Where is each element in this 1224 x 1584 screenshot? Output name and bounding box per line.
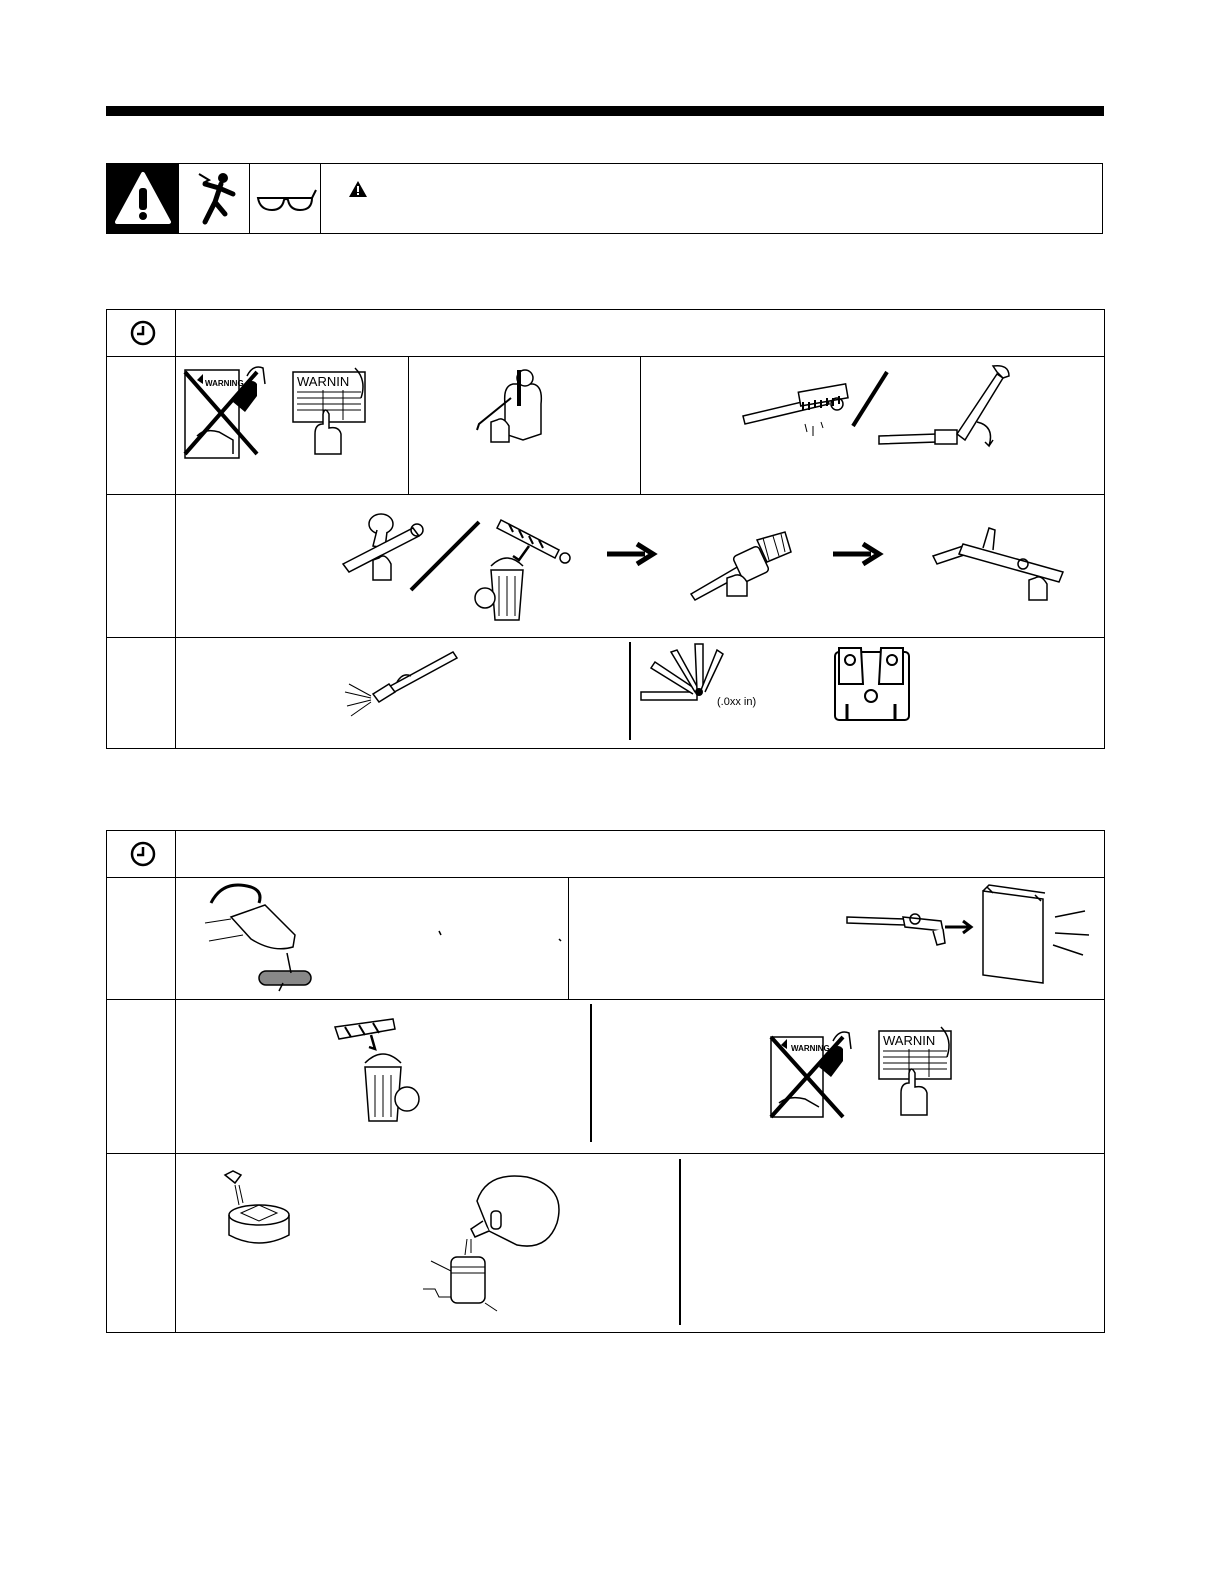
warning-sign-text: WARNING (791, 1044, 830, 1053)
check-torch-nozzle-illustration (687, 522, 797, 617)
clean-hose-illustration (203, 883, 473, 1000)
warning-sign-text: WARNING (205, 379, 244, 388)
feeler-gauge-illustration (637, 644, 767, 739)
maintenance-schedule-2 (106, 830, 1105, 1333)
clock-icon (130, 841, 156, 872)
maintenance-schedule-1 (106, 309, 1105, 749)
refill-cup-illustration (219, 1171, 309, 1266)
warning-triangle-icon (107, 164, 179, 233)
label-sheet-text: WARNIN (297, 374, 350, 389)
blow-out-unit-illustration (845, 883, 1095, 988)
replace-warning-label-illustration (183, 362, 373, 467)
contact-tip-block-illustration (833, 644, 913, 729)
arrow-right-icon (831, 540, 885, 573)
discard-parts-illustration (331, 1005, 431, 1130)
feeler-gauge-text: (.0xx in) (717, 696, 757, 708)
section-top-rule (106, 106, 1104, 116)
clean-tighten-illustration (737, 364, 1027, 469)
replace-warning-label-illustration (767, 1023, 967, 1128)
safety-glasses-icon (250, 164, 321, 233)
warning-banner (106, 163, 1103, 234)
add-coolant-illustration (417, 1171, 567, 1316)
oil-can-illustration (473, 364, 553, 459)
arrow-right-icon (605, 540, 659, 573)
small-warning-icon (348, 180, 368, 203)
label-sheet-text: WARNIN (883, 1033, 936, 1048)
clock-icon (130, 320, 156, 351)
blow-out-torch-illustration (343, 644, 463, 725)
electric-shock-icon (179, 164, 250, 233)
inspect-replace-cable-illustration (333, 506, 593, 635)
check-gun-assembly-illustration (923, 510, 1073, 615)
